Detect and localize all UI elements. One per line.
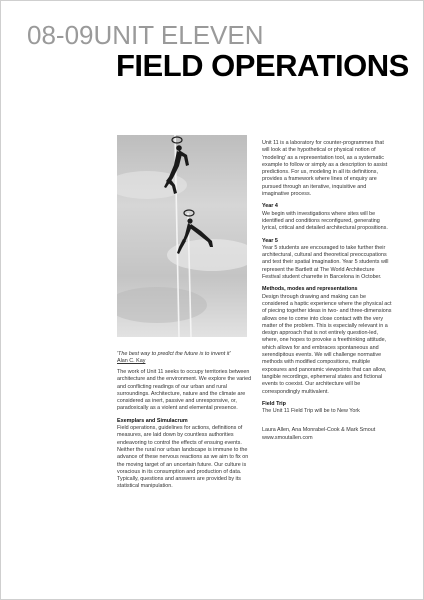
section-paragraph: We begin with investigations where sites will be identified and conditions reconfigured, generating lyrical, critical and detailed architectural propositions. — [262, 210, 388, 232]
left-column — [117, 369, 256, 496]
section-year-4 — [262, 203, 392, 232]
section-year-5 — [262, 238, 392, 282]
performer-head — [187, 218, 192, 223]
section-paragraph: Design through drawing and making can be considered a haptic experience where the physical act of piecing together ideas in two- and three-dimensions allows one to come into close contact with the very matter of the problem. This is especially relevant in a design approach that is not entirely question-led, where, one hopes to provoke a freethinking attitude, which allows for and embraces spontaneous and serendipitous events. We will challenge normative methods with modified compositions, multiple exposures and panoramic viewpoints that can allow, tangible recordings, ephemeral states and fictional events to coexist. Our architecture will be correspondingly multivalent. — [262, 293, 392, 395]
quote-block — [117, 351, 256, 366]
section-paragraph: Year 5 students are encouraged to take further their architectural, cultural and theoretical preoccupations and test their spatial imagination. Year 5 students will represent the Bartlett at The World Architecture Festival student charrette in Barcelona in October. — [262, 244, 389, 281]
header-years: 08-09 — [27, 20, 94, 50]
section-paragraph: The Unit 11 Field Trip will be to New York — [262, 408, 360, 415]
section-heading: Exemplars and Simulacrum — [117, 417, 188, 424]
page-title: FIELD OPERATIONS — [116, 48, 409, 83]
section-heading: Year 4 — [262, 203, 278, 210]
header-unit: UNIT ELEVEN — [93, 20, 264, 50]
right-intro-paragraph: Unit 11 is a laboratory for counter-programmes that will look at the hypothetical or physical notion of 'modeling' as a representation tool, as a systematic example to follow or simply as a description to assist predictions. For us, modeling in all its definitions, provides a framework where lines of enquiry are pursued through an iterative, inquisitive and imaginative process. — [262, 140, 388, 198]
hero-photo — [117, 135, 247, 337]
quote-author: Alan C. Kay — [117, 358, 146, 365]
section-heading: Field Trip — [262, 400, 286, 407]
section-methods — [262, 286, 392, 395]
tutor-names: Laura Allen, Ana Monrabel-Cook & Mark Smout — [262, 427, 376, 434]
website-link[interactable]: www.smoutallen.com — [262, 434, 313, 441]
section-heading: Methods, modes and representations — [262, 286, 358, 293]
left-intro-paragraph: The work of Unit 11 seeks to occupy territories between architecture and the environment. We explore the varied and conflicting readings of our urban and rural surroundings. Architecture, nature and the climate are considered as inert, passive and unresponsive, or, paradoxically as a violent and elemental presence. — [117, 369, 252, 412]
credits — [262, 427, 392, 442]
section-field-trip — [262, 401, 392, 416]
section-heading: Year 5 — [262, 237, 278, 244]
quote-text: 'The best way to predict the future is to invent it' — [117, 351, 231, 357]
performers-photo-illustration — [117, 135, 247, 337]
right-column — [262, 140, 392, 442]
performer-head — [176, 145, 182, 151]
section-paragraph: Field operations, guidelines for actions, definitions of measures, are laid down by countless authorities endeavoring to control the effects of ensuing events. Neither the rural nor urban landscape is immune to the advance of these nervous reactions as we aim to fix on the moving target of an uncertain future. Our culture is voracious in its consumption and production of data. Typically, questions and answers are provided by its statistical manipulation. — [117, 425, 249, 490]
